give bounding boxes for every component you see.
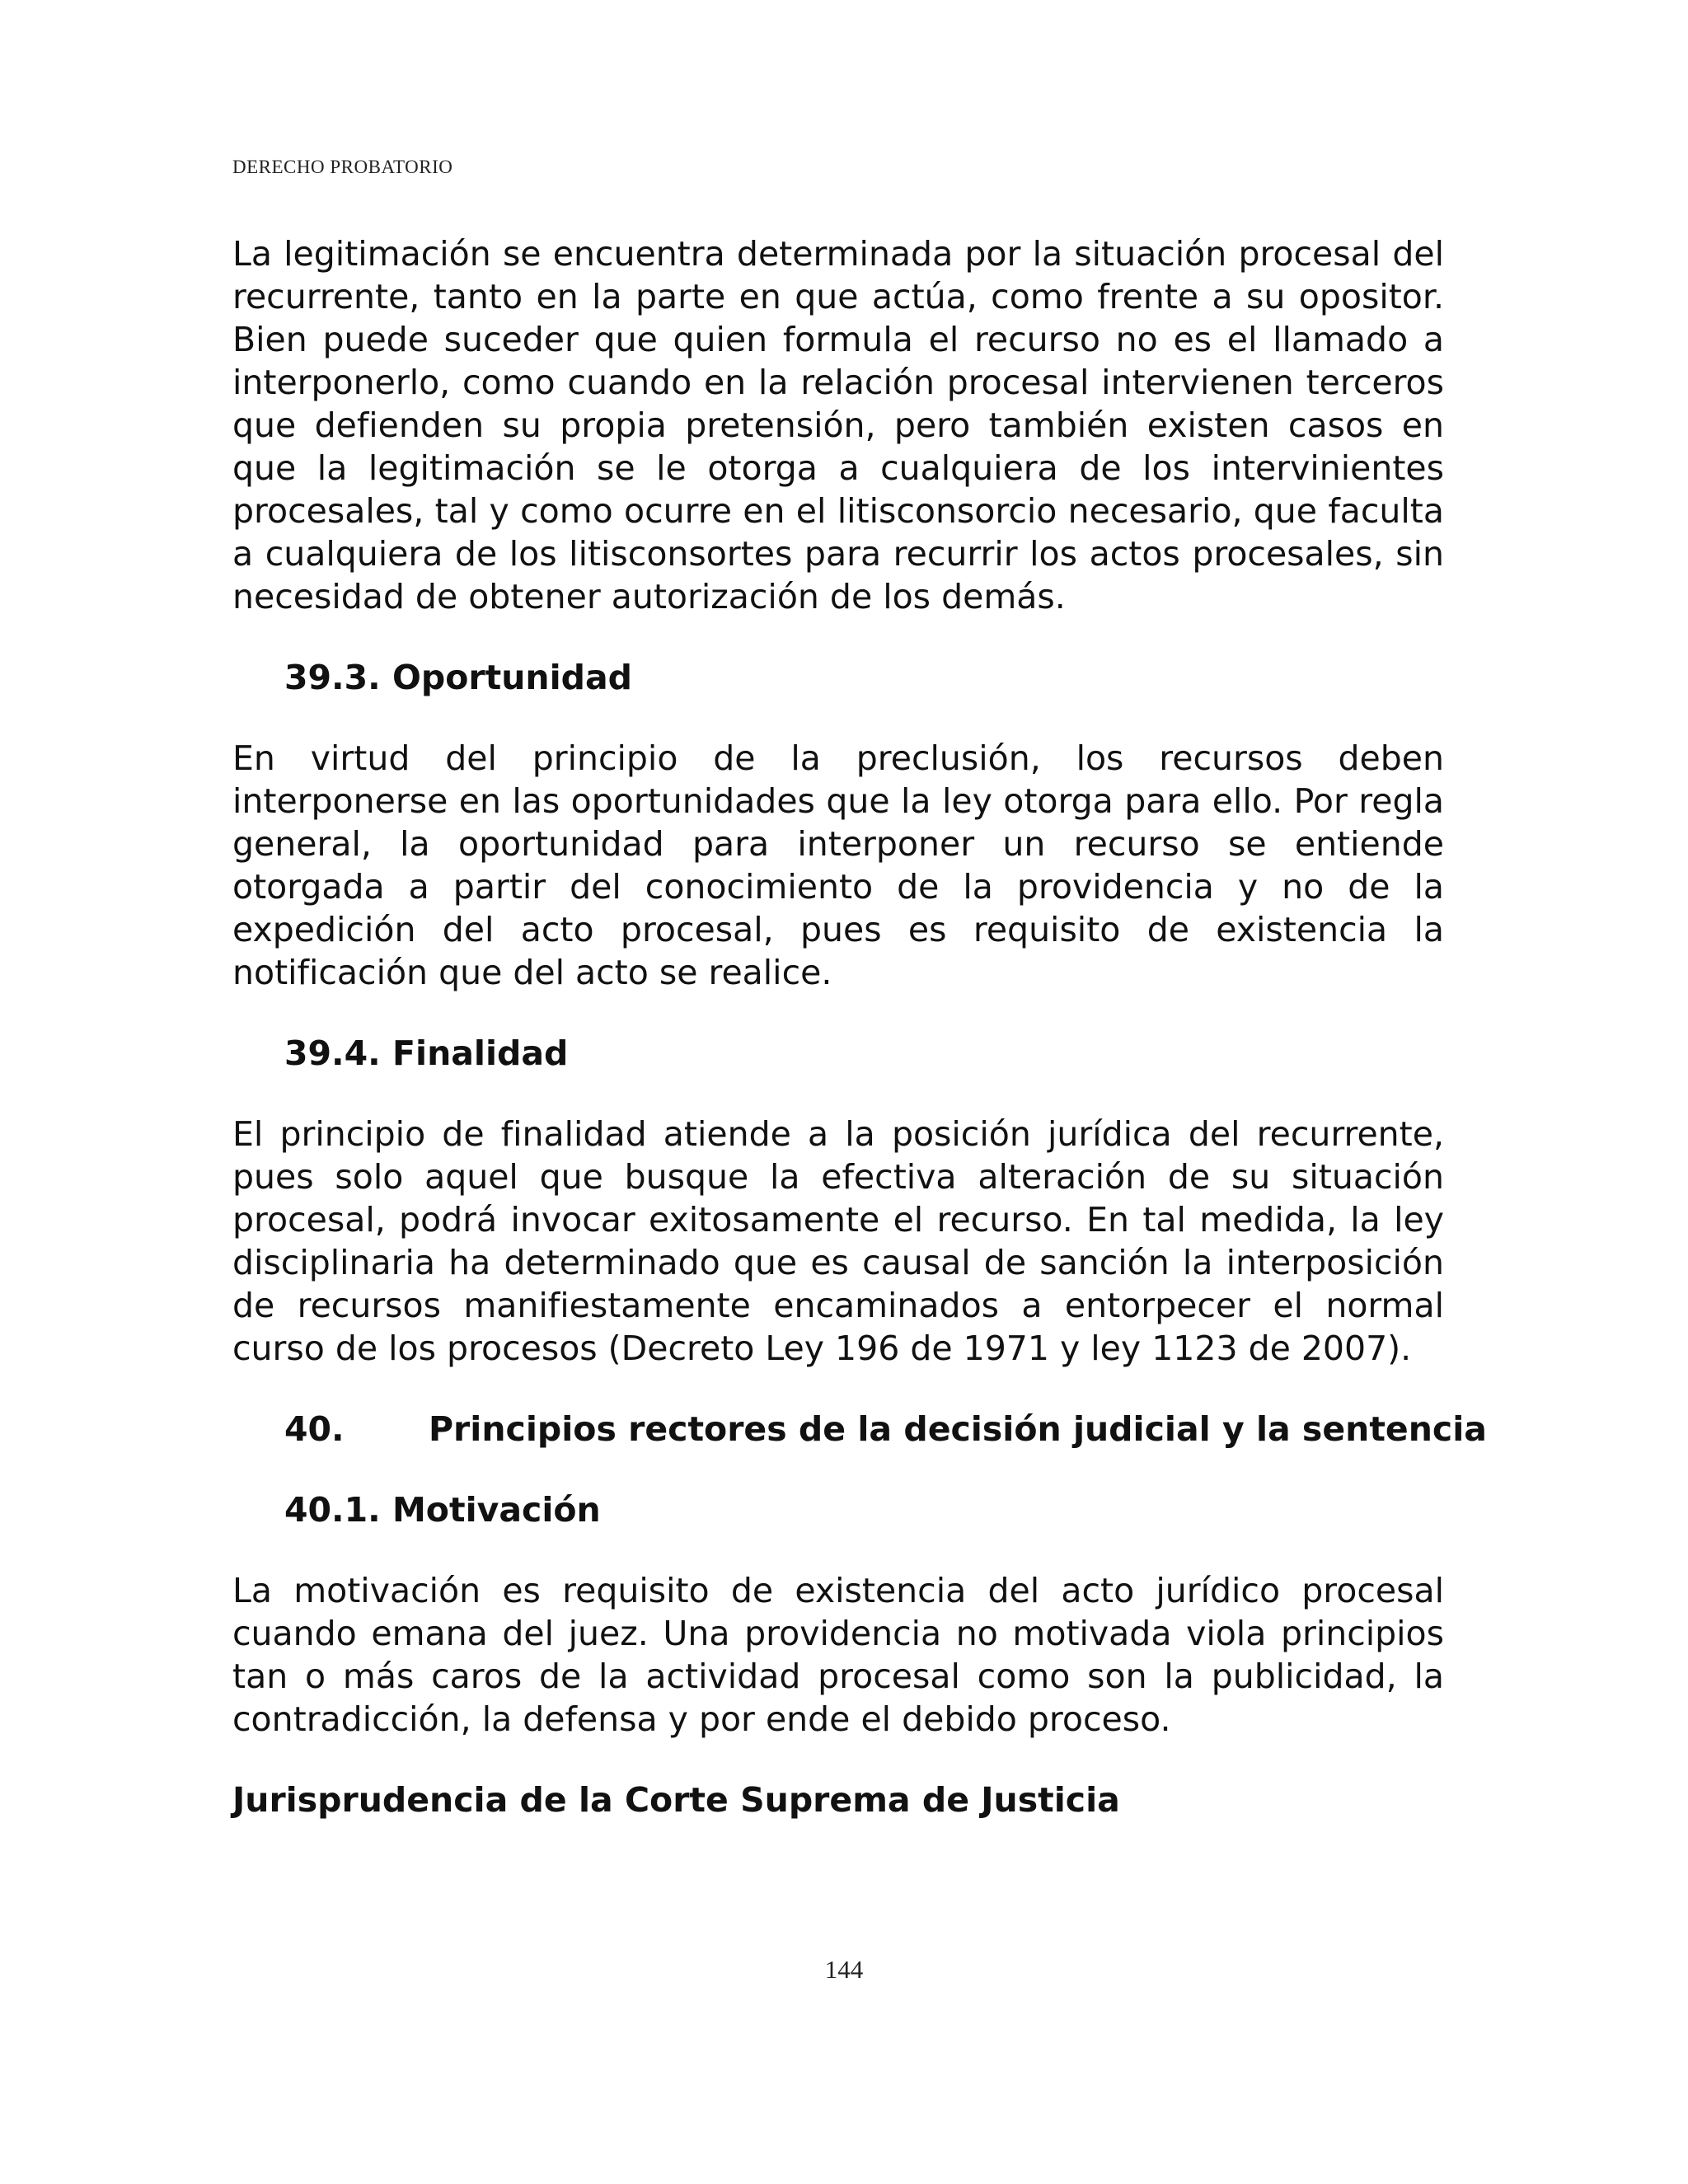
paragraph-legitimacion: La legitimación se encuentra determinada por la situación procesal del recurrente, tanto en la parte en que actúa, como frente a su opositor. Bien puede suceder que quien formula el recurso no es el llamado a interponerlo, como cuando en la relación procesal intervienen terceros que defienden su propia pretensión, pero también existen casos en que la legitimación se le otorga a cualquiera de los intervinientes procesales, tal y como ocurre en el litisconsorcio necesario, que faculta a cualquiera de los litisconsortes para recurrir los actos procesales, sin necesidad de obtener autorización de los demás.: [232, 234, 1444, 616]
heading-40: [284, 1408, 1487, 1451]
heading-39-3: 39.3. Oportunidad: [284, 658, 632, 697]
page-body: [232, 232, 1487, 1859]
page-number: 144: [824, 1955, 864, 1984]
heading-39-4: 39.4. Finalidad: [284, 1033, 569, 1073]
paragraph-finalidad: El principio de finalidad atiende a la posición jurídica del recurrente, pues solo aquel que busque la efectiva alteración de su situación procesal, podrá invocar exitosamente el recurso. En tal medida, la ley disciplinaria ha determinado que es causal de sanción la interposición de recursos manifiestamente encaminados a entorpecer el normal curso de los procesos (Decreto Ley 196 de 1971 y ley 1123 de 2007).: [232, 1114, 1444, 1368]
paragraph-oportunidad: En virtud del principio de la preclusión, los recursos deben interponerse en las oportunidades que la ley otorga para ello. Por regla general, la oportunidad para interponer un recurso se entiende otorgada a partir del conocimiento de la providencia y no de la expedición del acto procesal, pues es requisito de existencia la notificación que del acto se realice.: [232, 738, 1444, 992]
paragraph-motivacion: La motivación es requisito de existencia del acto jurídico procesal cuando emana del juez. Una providencia no motivada viola principios tan o más caros de la actividad procesal como son la publicidad, la contradicción, la defensa y por ende el debido proceso.: [232, 1571, 1444, 1739]
heading-40-number: 40.: [284, 1409, 345, 1449]
heading-jurisprudencia: Jurisprudencia de la Corte Suprema de Justicia: [232, 1780, 1120, 1820]
running-header: DERECHO PROBATORIO: [232, 157, 453, 177]
heading-40-title: Principios rectores de la decisión judicial y la sentencia: [429, 1409, 1487, 1449]
heading-40-1: 40.1. Motivación: [284, 1490, 601, 1530]
